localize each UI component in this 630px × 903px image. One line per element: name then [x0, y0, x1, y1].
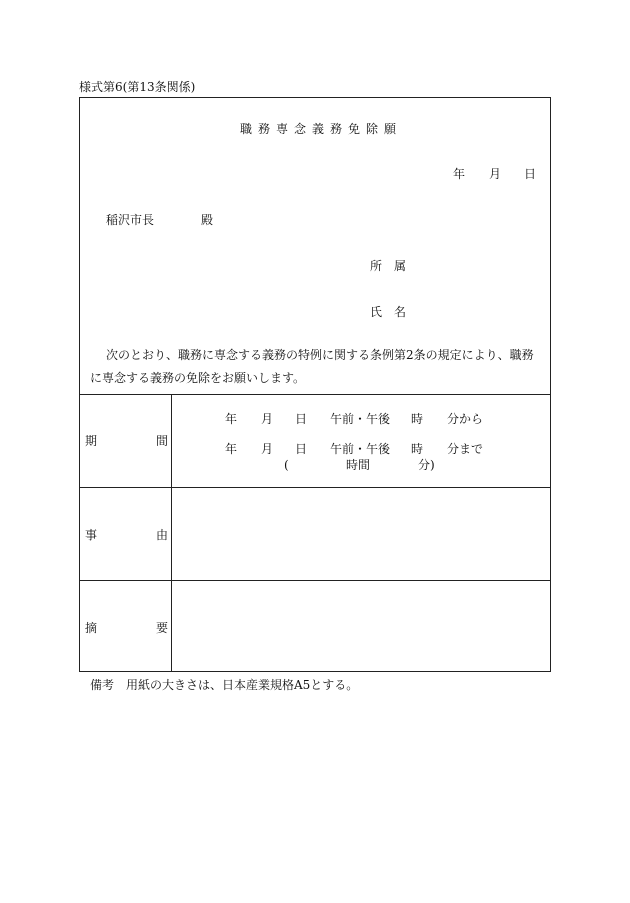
from-year: 年	[225, 412, 238, 426]
to-hour: 時	[411, 442, 424, 456]
request-text: 次のとおり、職務に専念する義務の特例に関する条例第2条の規定により、職務に専念する義務の免除をお願いします。	[90, 348, 534, 385]
summary-label-right: 要	[156, 621, 169, 635]
from-hour: 時	[411, 412, 424, 426]
form-label: 様式第6(第13条関係)	[79, 80, 196, 94]
period-label-right: 間	[156, 434, 169, 448]
reason-label-right: 由	[156, 528, 169, 542]
divider-top	[79, 394, 551, 395]
to-year: 年	[225, 442, 238, 456]
reason-label-left: 事	[85, 528, 98, 542]
addressee-name: 稲沢市長	[106, 213, 155, 227]
divider-period	[79, 487, 551, 488]
affiliation-label: 所 属	[370, 259, 407, 273]
date-month-label: 月	[489, 167, 502, 181]
to-ampm: 午前・午後	[330, 442, 391, 456]
summary-label-left: 摘	[85, 621, 98, 635]
date-day-label: 日	[524, 167, 537, 181]
divider-reason	[79, 580, 551, 581]
date-year-label: 年	[453, 167, 466, 181]
page-title: 職務専念義務免除願	[240, 122, 403, 136]
duration-hours: 時間	[346, 458, 371, 472]
to-day: 日	[295, 442, 308, 456]
footnote: 備考 用紙の大きさは、日本産業規格A5とする。	[90, 678, 359, 692]
addressee-honorific: 殿	[201, 213, 214, 227]
duration-open-paren: (	[284, 458, 289, 472]
from-minute: 分から	[447, 412, 484, 426]
label-column-divider	[171, 394, 172, 672]
from-month: 月	[261, 412, 274, 426]
applicant-name-label: 氏 名	[370, 305, 407, 319]
period-label-left: 期	[85, 434, 98, 448]
duration-minutes: 分)	[418, 458, 435, 472]
from-day: 日	[295, 412, 308, 426]
to-month: 月	[261, 442, 274, 456]
to-minute: 分まで	[447, 442, 484, 456]
from-ampm: 午前・午後	[330, 412, 391, 426]
